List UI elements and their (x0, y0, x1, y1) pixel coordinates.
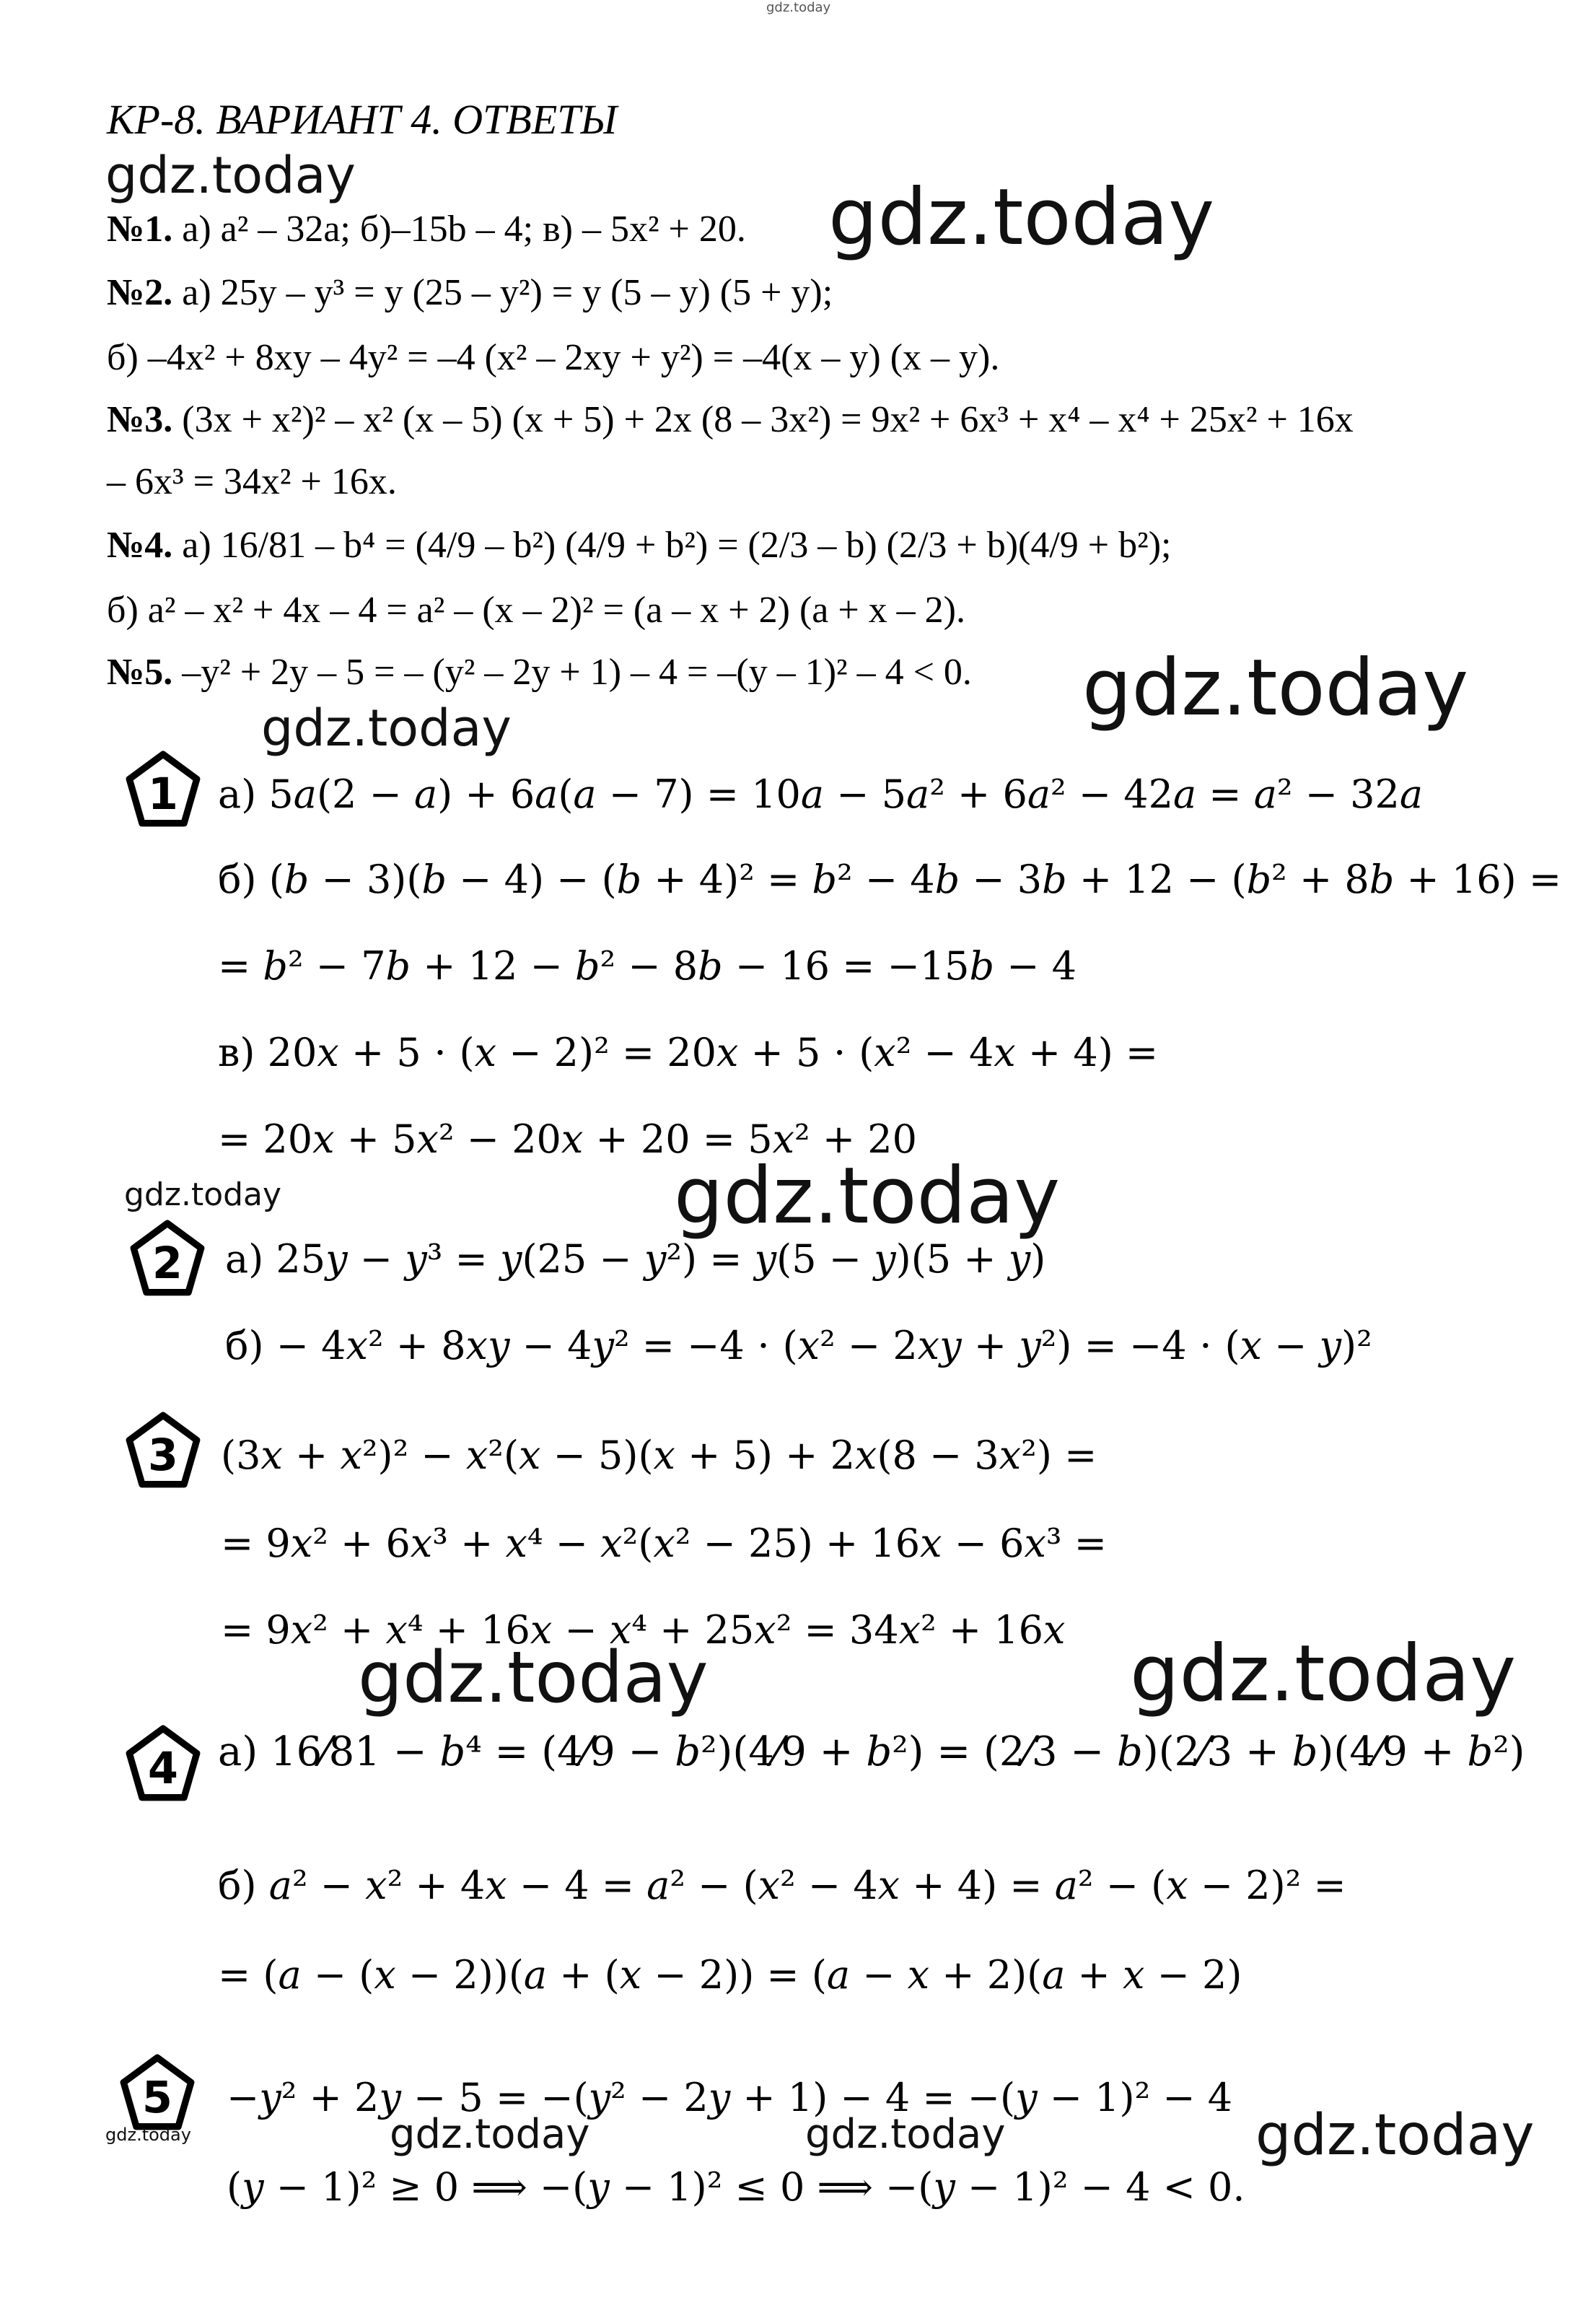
answer-1-text: а) a² – 32a; б)–15b – 4; в) – 5x² + 20. (182, 209, 746, 250)
solution-5-line1: −𝑦² + 2𝑦 − 5 = −(𝑦² − 2𝑦 + 1) − 4 = −(𝑦 − 1)² − 4 (227, 2075, 1233, 2120)
solution-1b: б) (𝑏 − 3)(𝑏 − 4) − (𝑏 + 4)² = 𝑏² − 4𝑏 − 3𝑏 + 12 − (𝑏² + 8𝑏 + 16) = (218, 857, 1562, 902)
solution-4b-cont: = (𝑎 − (𝑥 − 2))(𝑎 + (𝑥 − 2)) = (𝑎 − 𝑥 + 2)(𝑎 + 𝑥 − 2) (218, 1952, 1242, 1998)
solution-3-line3: = 9𝑥² + 𝑥⁴ + 16𝑥 − 𝑥⁴ + 25𝑥² = 34𝑥² + 16𝑥 (221, 1607, 1066, 1653)
watermark: gdz.today (1255, 2103, 1535, 2168)
watermark: gdz.today (828, 172, 1215, 263)
answer-5-text: –y² + 2y – 5 = – (y² – 2y + 1) – 4 = –(y – 1)² – 4 < 0. (182, 652, 972, 693)
answer-3-line1: (3x + x²)² – x² (x – 5) (x + 5) + 2x (8 – 3x²) = 9x² + 6x³ + x⁴ – x⁴ + 25x² + 16x (182, 399, 1354, 440)
pentagon-badge-5 (120, 2054, 195, 2132)
solution-2a: а) 25𝑦 − 𝑦³ = 𝑦(25 − 𝑦²) = 𝑦(5 − 𝑦)(5 + 𝑦) (225, 1236, 1046, 1282)
solution-1a: а) 5𝑎(2 − 𝑎) + 6𝑎(𝑎 − 7) = 10𝑎 − 5𝑎² + 6𝑎² − 42𝑎 = 𝑎² − 32𝑎 (218, 771, 1424, 817)
badge-number: 4 (148, 1744, 178, 1794)
answer-4-line1: а) 16/81 – b⁴ = (4/9 – b²) (4/9 + b²) = (2/3 – b) (2/3 + b)(4/9 + b²); (182, 525, 1172, 566)
solution-1b-cont: = 𝑏² − 7𝑏 + 12 − 𝑏² − 8𝑏 − 16 = −15𝑏 − 4 (218, 943, 1077, 989)
watermark: gdz.today (1130, 1629, 1517, 1719)
watermark: gdz.today (674, 1151, 1061, 1241)
pentagon-badge-4 (126, 1725, 201, 1803)
watermark: gdz.today (1082, 643, 1469, 733)
solution-1c: в) 20𝑥 + 5 ⋅ (𝑥 − 2)² = 20𝑥 + 5 ⋅ (𝑥² − 4𝑥 + 4) = (218, 1030, 1159, 1075)
solution-4b: б) 𝑎² − 𝑥² + 4𝑥 − 4 = 𝑎² − (𝑥² − 4𝑥 + 4) = 𝑎² − (𝑥 − 2)² = (218, 1863, 1346, 1908)
answer-3 (107, 401, 1354, 439)
answer-3-label: №3. (107, 399, 173, 440)
badge-number: 1 (148, 769, 178, 820)
answer-3-line2: – 6x³ = 34x² + 16x. (107, 461, 397, 502)
answer-2-line2: б) –4x² + 8xy – 4y² = –4 (x² – 2xy + y²) = –4(x – y) (x – y). (107, 337, 1000, 378)
watermark: gdz.today (261, 699, 512, 758)
solution-1c-cont: = 20𝑥 + 5𝑥² − 20𝑥 + 20 = 5𝑥² + 20 (218, 1116, 917, 1162)
pentagon-badge-3 (126, 1412, 201, 1490)
watermark: gdz.today (105, 2125, 191, 2145)
solution-5-line2: (𝑦 − 1)² ≥ 0 ⟹ −(𝑦 − 1)² ≤ 0 ⟹ −(𝑦 − 1)² − 4 < 0. (227, 2164, 1245, 2210)
pentagon-badge-2 (130, 1220, 205, 1298)
answer-2-line1: а) 25y – y³ = y (25 – y²) = y (5 – y) (5 + y); (182, 272, 833, 313)
solution-2b: б) − 4𝑥² + 8𝑥𝑦 − 4𝑦² = −4 ⋅ (𝑥² − 2𝑥𝑦 + 𝑦²) = −4 ⋅ (𝑥 − 𝑦)² (225, 1323, 1372, 1368)
answer-5-label: №5. (107, 652, 173, 693)
answer-1-label: №1. (107, 209, 173, 250)
pentagon-badge-1 (126, 751, 201, 828)
badge-number: 2 (152, 1238, 183, 1289)
watermark: gdz.today (805, 2111, 1006, 2158)
answer-2 (107, 274, 833, 312)
answer-4-label: №4. (107, 525, 173, 566)
solution-3-line2: = 9𝑥² + 6𝑥³ + 𝑥⁴ − 𝑥²(𝑥² − 25) + 16𝑥 − 6𝑥³ = (221, 1521, 1107, 1566)
answer-4-line2: б) a² – x² + 4x – 4 = a² – (x – 2)² = (a – x + 2) (a + x – 2). (107, 590, 965, 631)
page-title: КР-8. ВАРИАНТ 4. ОТВЕТЫ (107, 96, 618, 143)
watermark: gdz.today (124, 1176, 282, 1213)
watermark: gdz.today (105, 146, 356, 205)
badge-number: 3 (148, 1430, 178, 1481)
watermark: gdz.today (358, 1637, 709, 1719)
badge-number: 5 (142, 2073, 172, 2123)
answer-4 (107, 527, 1172, 564)
answer-5 (107, 654, 972, 691)
answer-2-label: №2. (107, 272, 173, 313)
solution-4a: а) 16⁄81 − 𝑏⁴ = (4⁄9 − 𝑏²)(4⁄9 + 𝑏²) = (2⁄3 − 𝑏)(2⁄3 + 𝑏)(4⁄9 + 𝑏²) (218, 1728, 1525, 1775)
watermark-top: gdz.today (766, 0, 831, 15)
solution-3-line1: (3𝑥 + 𝑥²)² − 𝑥²(𝑥 − 5)(𝑥 + 5) + 2𝑥(8 − 3𝑥²) = (221, 1433, 1097, 1478)
watermark: gdz.today (390, 2111, 590, 2158)
answer-1 (107, 211, 746, 248)
